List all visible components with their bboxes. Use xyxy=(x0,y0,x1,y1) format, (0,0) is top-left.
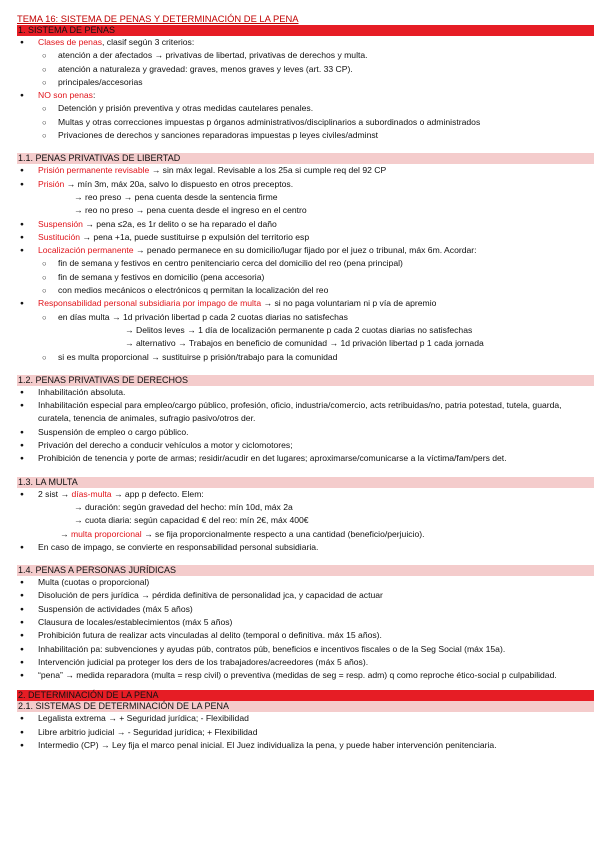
section-heading-penas-privativas-libertad: 1.1. PENAS PRIVATIVAS DE LIBERTAD xyxy=(17,153,594,164)
list-item: ● Disolución de pers jurídica → pérdida definitiva de personalidad jca, y capacidad de actuar xyxy=(17,589,593,602)
list-item xyxy=(17,89,593,102)
list-item: ● Privación del derecho a conducir vehículos a motor y ciclomotores; xyxy=(17,439,593,452)
list-item xyxy=(17,218,593,231)
term-localizacion-permanente: Localización permanente xyxy=(38,245,134,256)
list-item xyxy=(17,488,593,501)
list-item: ● Prohibición de tenencia y porte de armas; residir/acudir en det lugares; aproximarse/comunicarse a la víctima/fam/pers det. xyxy=(17,452,593,465)
term-no-son-penas: NO son penas xyxy=(38,90,93,101)
list-item: ○ Multas y otras correcciones impuestas p órganos administrativos/disciplinarios a subordinados o administrados xyxy=(17,116,593,129)
list-item xyxy=(17,164,593,177)
section-heading-la-multa: 1.3. LA MULTA xyxy=(17,477,594,488)
list-item: ● Inhabilitación especial para empleo/cargo público, profesión, oficio, industria/comercio, acts retribuidas/no, patria potestad, tutela, guarda, curatela, tenencia de animales, sufragio pasivo/otros der. xyxy=(17,399,593,426)
section-heading-penas-personas-juridicas: 1.4. PENAS A PERSONAS JURÍDICAS xyxy=(17,565,594,576)
multa-proporcional-line xyxy=(17,528,593,541)
list-item xyxy=(17,178,593,191)
item-text: → xyxy=(60,528,71,539)
list-item xyxy=(17,244,593,257)
term-suspension: Suspensión xyxy=(38,218,83,229)
list-penas-privativas-derechos xyxy=(17,386,593,466)
list-la-multa xyxy=(17,488,593,501)
list-sistema-de-penas xyxy=(17,36,593,142)
list-item: ○ fin de semana y festivos en domicilio (pena accesoria) xyxy=(17,271,593,284)
multa-sub-line: → cuota diaria: según capacidad € del reo: mín 2€, máx 400€ xyxy=(74,515,309,526)
list-sistemas-determinacion xyxy=(17,712,593,752)
item-text: : xyxy=(92,90,96,101)
list-item: ● “pena” → medida reparadora (multa = resp civil) o preventiva (medidas de seg = resp. adm) q como reproche ético-social p culpabilidad. xyxy=(17,669,593,682)
list-item: ● Suspensión de empleo o cargo público. xyxy=(17,426,593,439)
list-item: ○ Detención y prisión preventiva y otras medidas cautelares penales. xyxy=(17,102,593,115)
list-item: ○ principales/accesorias xyxy=(17,76,593,89)
item-text: → se fija proporcionalmente respecto a una cantidad (beneficio/perjuicio). xyxy=(141,528,425,539)
list-item: ● Intervención judicial pa proteger los ders de los trabajadores/acreedores (máx 5 años). xyxy=(17,656,593,669)
section-heading-sistema-de-penas: 1. SISTEMA DE PENAS xyxy=(17,25,594,36)
prision-sub-line: → reo preso → pena cuenta desde la sentencia firme xyxy=(74,191,278,202)
list-item: ● Suspensión de actividades (máx 5 años) xyxy=(17,603,593,616)
term-sustitucion: Sustitución xyxy=(38,231,81,242)
list-item: ● Clausura de locales/establecimientos (máx 5 años) xyxy=(17,616,593,629)
item-text: 2 sist → xyxy=(38,488,72,499)
list-penas-personas-juridicas xyxy=(17,576,593,682)
section-heading-determinacion-de-la-pena: 2. DETERMINACIÓN DE LA PENA xyxy=(17,690,594,701)
term-clases-de-penas: Clases de penas xyxy=(38,37,103,47)
list-item: ● Intermedio (CP) → Ley fija el marco penal inicial. El Juez individualiza la pena, y puede haber intervención penitenciaria. xyxy=(17,739,593,752)
term-prision: Prisión xyxy=(38,178,65,189)
list-item xyxy=(17,297,593,310)
term-responsabilidad-personal-subsidiaria: Responsabilidad personal subsidiaria por impago de multa xyxy=(38,298,262,309)
prision-sub-line: → reo no preso → pena cuenta desde el ingreso en el centro xyxy=(74,205,307,216)
term-dias-multa: días-multa xyxy=(71,488,112,499)
list-penas-privativas-libertad xyxy=(17,164,593,191)
list-item: ○ en días multa → 1d privación libertad p cada 2 cuotas diarias no satisfechas xyxy=(17,311,593,324)
list-penas-privativas-libertad-cont xyxy=(17,218,593,324)
item-text: → si no paga voluntariam ni p vía de apremio xyxy=(261,298,437,309)
list-item xyxy=(17,36,593,49)
list-item: ○ fin de semana y festivos en centro penitenciario cerca del domicilio del reo (pena principal) xyxy=(17,257,593,270)
multa-sub-line: → duración: según gravedad del hecho: mín 10d, máx 2a xyxy=(74,501,293,512)
section-heading-sistemas-determinacion: 2.1. SISTEMAS DE DETERMINACIÓN DE LA PENA xyxy=(17,701,594,712)
list-item: ● Inhabilitación pa: subvenciones y ayudas púb, contratos púb, beneficios e incentivos fiscales o de la Seg Social (máx 15a). xyxy=(17,643,593,656)
item-text: → sin máx legal. Revisable a los 25a si cumple req del 92 CP xyxy=(149,165,387,176)
item-text: , clasif según 3 criterios: xyxy=(102,37,195,47)
item-text: → penado permanece en su domicilio/lugar fijado por el juez o tribunal, máx 6m. Acordar: xyxy=(133,245,477,256)
list-item: ● Inhabilitación absoluta. xyxy=(17,386,593,399)
term-prision-permanente-revisable: Prisión permanente revisable xyxy=(38,165,150,176)
list-item: ● En caso de impago, se convierte en responsabilidad personal subsidiaria. xyxy=(17,541,593,554)
item-text: → pena +1a, puede sustituirse p expulsión del territorio esp xyxy=(80,231,310,242)
document-page xyxy=(17,13,593,752)
document-title: TEMA 16: SISTEMA DE PENAS Y DETERMINACIÓN DE LA PENA xyxy=(17,13,299,24)
item-text: → pena ≤2a, es 1r delito o se ha reparado el daño xyxy=(82,218,277,229)
list-la-multa-cont xyxy=(17,541,593,554)
resp-sub-line: → alternativo → Trabajos en beneficio de comunidad → 1d privación libertad p 1 cada jornada xyxy=(125,338,484,349)
item-text: → mín 3m, máx 20a, salvo lo dispuesto en otros preceptos. xyxy=(64,178,294,189)
list-item: ● Libre arbitrio judicial → - Seguridad jurídica; + Flexibilidad xyxy=(17,726,593,739)
item-text: → app p defecto. Elem: xyxy=(111,488,204,499)
section-heading-penas-privativas-derechos: 1.2. PENAS PRIVATIVAS DE DERECHOS xyxy=(17,375,594,386)
list-item: ● Multa (cuotas o proporcional) xyxy=(17,576,593,589)
term-multa-proporcional: multa proporcional xyxy=(70,528,142,539)
list-item: ● Prohibición futura de realizar acts vinculadas al delito (temporal o definitiva. máx 15 años). xyxy=(17,629,593,642)
list-item: ● Legalista extrema → + Seguridad jurídica; - Flexibilidad xyxy=(17,712,593,725)
list-resp-cont xyxy=(17,351,593,364)
list-item: ○ si es multa proporcional → sustituirse p prisión/trabajo para la comunidad xyxy=(17,351,593,364)
list-item xyxy=(17,231,593,244)
list-item: ○ Privaciones de derechos y sanciones reparadoras impuestas p leyes civiles/adminst xyxy=(17,129,593,142)
list-item: ○ con medios mecánicos o electrónicos q permitan la localización del reo xyxy=(17,284,593,297)
list-item: ○ atención a der afectados → privativas de libertad, privativas de derechos y multa. xyxy=(17,49,593,62)
resp-sub-line: → Delitos leves → 1 día de localización permanente p cada 2 cuotas diarias no satisfechas xyxy=(125,324,473,335)
list-item: ○ atención a naturaleza y gravedad: graves, menos graves y leves (art. 33 CP). xyxy=(17,63,593,76)
